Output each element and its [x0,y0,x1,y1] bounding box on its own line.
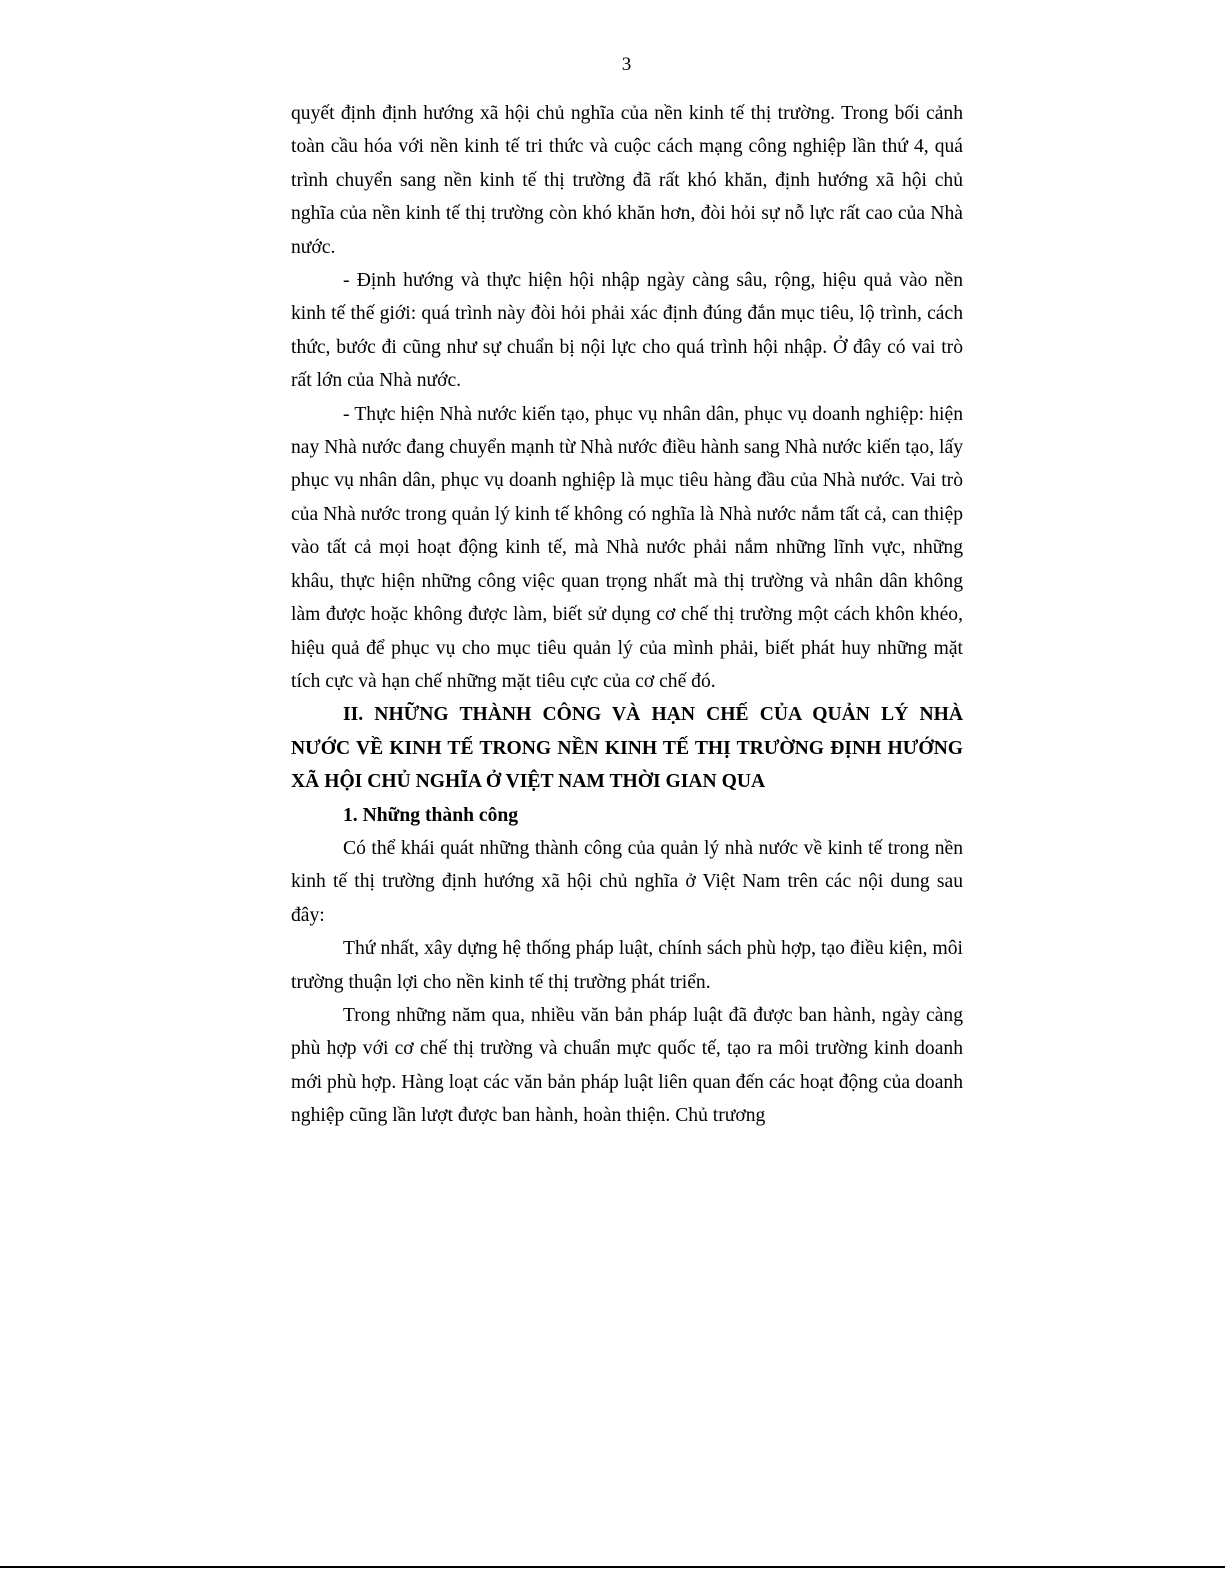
bottom-divider [0,1566,1225,1568]
page-number: 3 [621,54,632,75]
subsection-heading: 1. Những thành công [343,804,519,826]
paragraph-constructive-state: - Thực hiện Nhà nước kiến tạo, phục vụ nhân dân, phục vụ doanh nghiệp: hiện nay Nhà nước đang chuyển mạnh từ Nhà nước điều hành sang Nhà nước kiến tạo, lấy phục vụ nhân dân, phục vụ doanh nghiệp là mục tiêu hàng đầu của Nhà nước. Vai trò của Nhà nước trong quản lý kinh tế không có nghĩa là Nhà nước nắm tất cả, can thiệp vào tất cả mọi hoạt động kinh tế, mà Nhà nước phải nắm những lĩnh vực, những khâu, thực hiện những công việc quan trọng nhất mà thị trường và nhân dân không làm được hoặc không được làm, biết sử dụng cơ chế thị trường một cách khôn khéo, hiệu quả để phục vụ cho mục tiêu quản lý của mình phải, biết phát huy những mặt tích cực và hạn chế những mặt tiêu cực của cơ chế đó. [291,403,963,692]
section-heading: II. NHỮNG THÀNH CÔNG VÀ HẠN CHẾ CỦA QUẢN LÝ NHÀ NƯỚC VỀ KINH TẾ TRONG NỀN KINH TẾ THỊ TRƯỜNG ĐỊNH HƯỚNG XÃ HỘI CHỦ NGHĨA Ở VIỆT NAM THỜI GIAN QUA [291,704,963,793]
paragraph-overview: Có thể khái quát những thành công của quản lý nhà nước về kinh tế trong nền kinh tế thị trường định hướng xã hội chủ nghĩa ở Việt Nam trên các nội dung sau đây: [291,837,963,926]
document-body [291,97,963,1133]
paragraph-legal-documents: Trong những năm qua, nhiều văn bản pháp luật đã được ban hành, ngày càng phù hợp với cơ chế thị trường và chuẩn mực quốc tế, tạo ra môi trường kinh doanh mới phù hợp. Hàng loạt các văn bản pháp luật liên quan đến các hoạt động của doanh nghiệp cũng lần lượt được ban hành, hoàn thiện. Chủ trương [291,1004,963,1127]
paragraph-continuation: quyết định định hướng xã hội chủ nghĩa của nền kinh tế thị trường. Trong bối cảnh toàn cầu hóa với nền kinh tế tri thức và cuộc cách mạng công nghiệp lần thứ 4, quá trình chuyển sang nền kinh tế thị trường đã rất khó khăn, định hướng xã hội chủ nghĩa của nền kinh tế thị trường còn khó khăn hơn, đòi hỏi sự nỗ lực rất cao của Nhà nước. [291,103,963,258]
paragraph-integration: - Định hướng và thực hiện hội nhập ngày càng sâu, rộng, hiệu quả vào nền kinh tế thế giới: quá trình này đòi hỏi phải xác định đúng đắn mục tiêu, lộ trình, cách thức, bước đi cũng như sự chuẩn bị nội lực cho quá trình hội nhập. Ở đây có vai trò rất lớn của Nhà nước. [291,270,963,392]
paragraph-first-point: Thứ nhất, xây dựng hệ thống pháp luật, chính sách phù hợp, tạo điều kiện, môi trường thuận lợi cho nền kinh tế thị trường phát triển. [291,938,963,993]
